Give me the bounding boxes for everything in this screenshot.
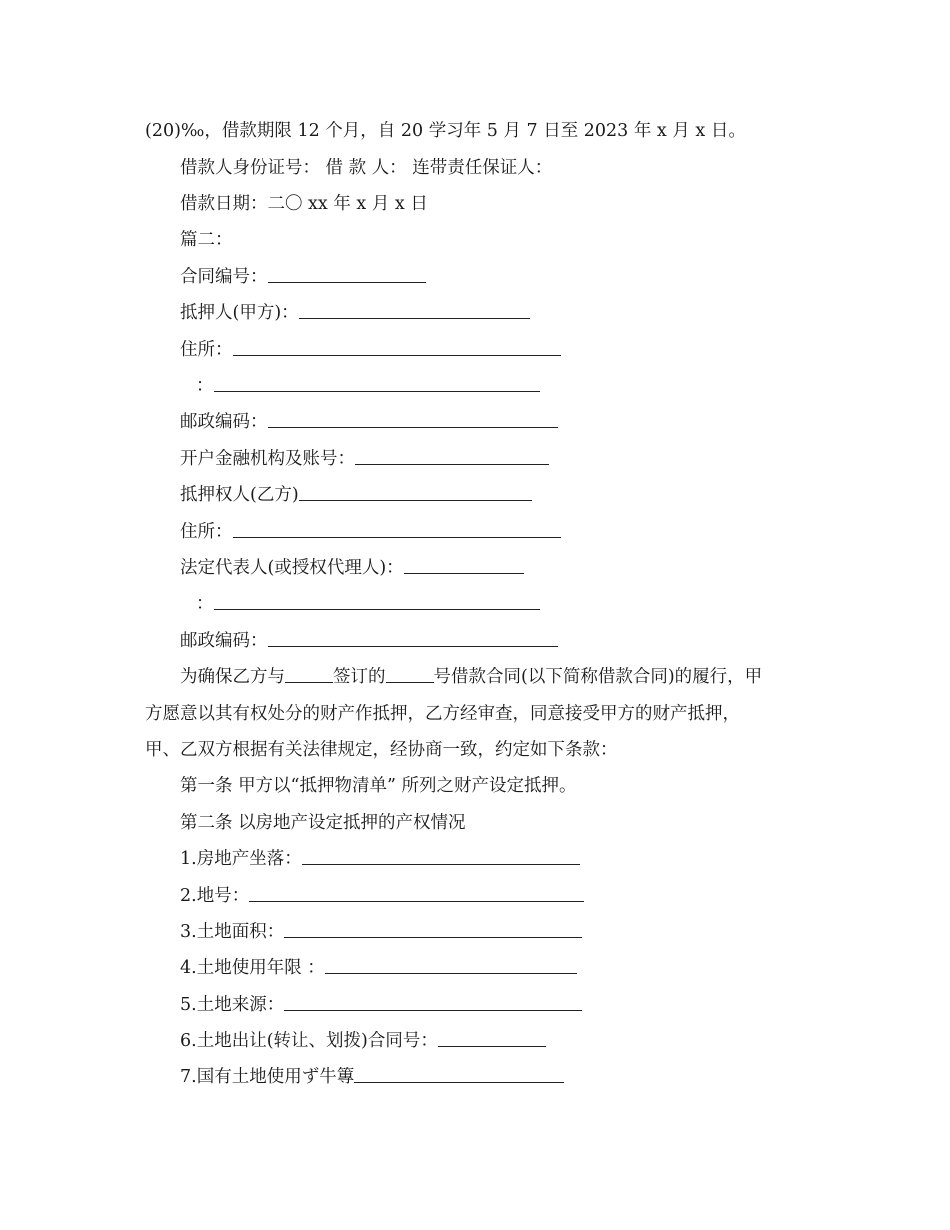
- form-field-contract-number: [180, 266, 426, 288]
- field-label: 开户金融机构及账号：: [180, 449, 355, 469]
- field-label: 住所：: [180, 522, 233, 542]
- paragraph-line: [180, 666, 762, 688]
- form-field-land-term: [180, 957, 577, 979]
- form-field-legal-rep: [180, 557, 524, 579]
- blank-line: [325, 957, 577, 974]
- blank-line: [299, 484, 532, 501]
- field-label: 4.土地使用年限 ：: [180, 958, 325, 978]
- form-field-property-location: [180, 848, 580, 870]
- field-label: 法定代表人(或授权代理人)：: [180, 558, 404, 578]
- blank-line: [284, 921, 582, 938]
- blank-line: [214, 593, 540, 610]
- form-field-mortgagee: [180, 484, 532, 506]
- blank-line: [214, 375, 540, 392]
- field-label: 邮政编码：: [180, 631, 268, 651]
- form-field-bank-account: [180, 448, 549, 470]
- field-label: 合同编号：: [180, 267, 268, 287]
- form-field-blank-2: [196, 593, 540, 615]
- text-line: 借款日期：二〇 xx 年 x 月 x 日: [180, 194, 428, 214]
- section-heading: 篇二：: [180, 230, 233, 250]
- field-label: 7.国有土地使用ず牛篿: [180, 1067, 355, 1087]
- blank-line: [354, 1066, 564, 1083]
- field-label: 3.土地面积：: [180, 922, 285, 942]
- field-label: 1.房地产坐落：: [180, 849, 302, 869]
- blank-line: [284, 994, 582, 1011]
- text-segment: 为确保乙方与: [180, 667, 285, 687]
- field-label: 抵押人(甲方)：: [180, 303, 299, 323]
- blank-line: [233, 339, 561, 356]
- blank-line: [299, 302, 530, 319]
- paragraph-line: 甲、乙双方根据有关法律规定，经协商一致，约定如下条款：: [145, 740, 618, 760]
- form-field-land-use-cert: [180, 1066, 564, 1088]
- form-field-mortgagor: [180, 302, 530, 324]
- form-field-address: [180, 339, 561, 361]
- article-2: 第二条 以房地产设定抵押的产权情况: [180, 813, 466, 833]
- field-label: ：: [196, 594, 214, 614]
- form-field-lot-number: [180, 885, 584, 907]
- field-label: 邮政编码：: [180, 412, 268, 432]
- blank-line: [438, 1030, 546, 1047]
- field-label: 抵押权人(乙方): [180, 485, 299, 505]
- blank-line: [268, 630, 558, 647]
- text-line: (20)‰，借款期限 12 个月，自 20 学习年 5 月 7 日至 2023 年 x 月 x 日。: [145, 121, 746, 141]
- blank-line: [249, 885, 584, 902]
- field-label: 住所：: [180, 340, 233, 360]
- article-1: 第一条 甲方以“抵押物清单” 所列之财产设定抵押。: [180, 776, 577, 796]
- text-line: 借款人身份证号： 借 款 人： 连带责任保证人：: [180, 158, 553, 178]
- form-field-postcode-2: [180, 630, 558, 652]
- blank-line: [285, 666, 333, 683]
- field-label: ：: [196, 376, 214, 396]
- text-segment: 签订的: [333, 667, 386, 687]
- form-field-address-2: [180, 521, 561, 543]
- field-label: 5.土地来源：: [180, 995, 285, 1015]
- form-field-land-source: [180, 994, 582, 1016]
- form-field-postcode: [180, 411, 558, 433]
- blank-line: [268, 411, 558, 428]
- blank-line: [386, 666, 434, 683]
- text-segment: 号借款合同(以下简称借款合同)的履行，甲: [433, 667, 763, 687]
- paragraph-line: 方愿意以其有权处分的财产作抵押，乙方经审查，同意接受甲方的财产抵押，: [145, 704, 740, 724]
- blank-line: [268, 266, 426, 283]
- blank-line: [302, 848, 580, 865]
- form-field-land-area: [180, 921, 582, 943]
- blank-line: [355, 448, 549, 465]
- blank-line: [404, 557, 524, 574]
- form-field-blank: [196, 375, 540, 397]
- blank-line: [233, 521, 561, 538]
- field-label: 6.土地出让(转让、划拨)合同号：: [180, 1031, 438, 1051]
- field-label: 2.地号：: [180, 886, 250, 906]
- form-field-transfer-contract: [180, 1030, 546, 1052]
